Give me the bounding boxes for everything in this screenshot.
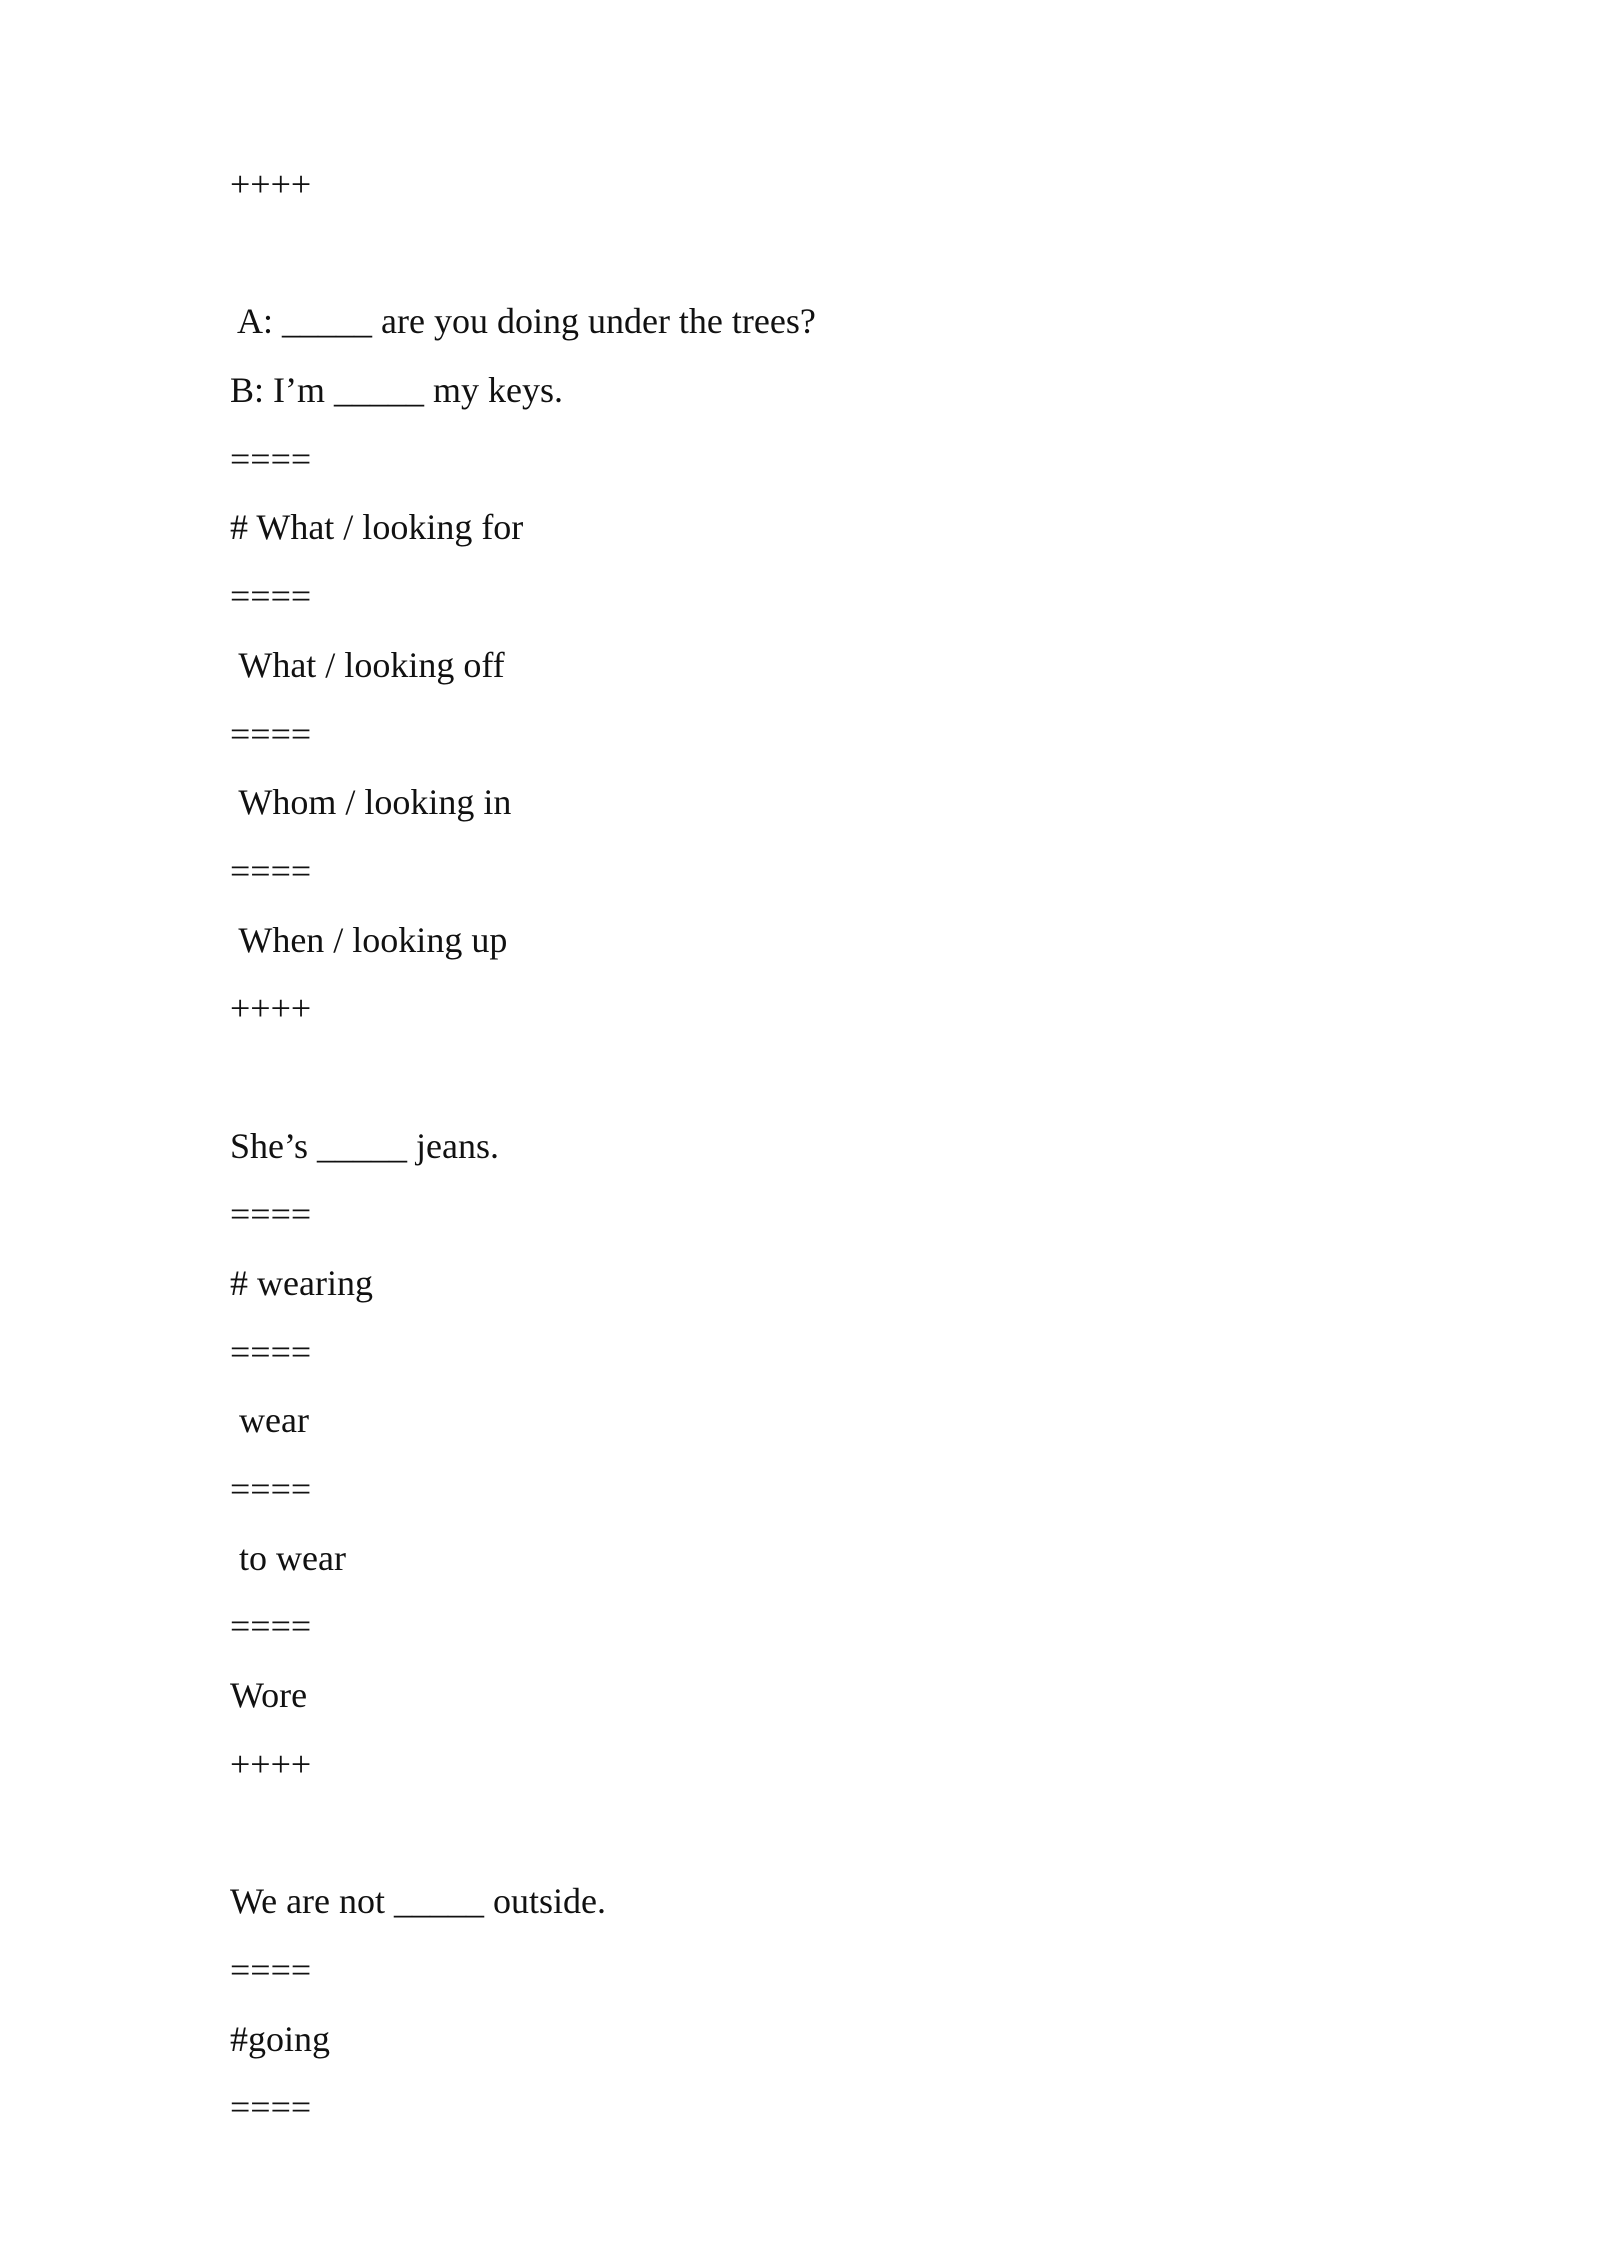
- answer-option: Wore: [230, 1675, 308, 1716]
- separator-line: ====: [230, 1949, 312, 1990]
- separator-line: ++++: [230, 988, 312, 1029]
- document-body: [230, 150, 1370, 2142]
- blank-line: [230, 219, 1370, 288]
- answer-option: #going: [230, 2018, 331, 2059]
- question-line: We are not _____ outside.: [230, 1881, 607, 1922]
- answer-option: wear: [230, 1400, 309, 1441]
- question-line: B: I’m _____ my keys.: [230, 370, 563, 411]
- answer-option: # What / looking for: [230, 507, 524, 548]
- separator-line: ====: [230, 1469, 312, 1510]
- separator-line: ====: [230, 1606, 312, 1647]
- separator-line: ====: [230, 2087, 312, 2128]
- answer-option: to wear: [230, 1537, 346, 1578]
- answer-option: # wearing: [230, 1263, 373, 1303]
- separator-line: ++++: [230, 164, 312, 204]
- separator-line: ====: [230, 850, 312, 891]
- separator-line: ++++: [230, 1743, 312, 1784]
- separator-line: ====: [230, 1194, 312, 1235]
- separator-line: ====: [230, 1331, 312, 1372]
- separator-line: ====: [230, 576, 312, 617]
- question-line: A: _____ are you doing under the trees?: [230, 301, 816, 342]
- answer-option: Whom / looking in: [230, 782, 512, 823]
- answer-option: When / looking up: [230, 919, 508, 960]
- answer-option: What / looking off: [230, 644, 505, 685]
- blank-line: [230, 1043, 1370, 1112]
- question-line: She’s _____ jeans.: [230, 1125, 499, 1166]
- separator-line: ====: [230, 438, 312, 479]
- blank-line: [230, 1799, 1370, 1868]
- separator-line: ====: [230, 713, 312, 754]
